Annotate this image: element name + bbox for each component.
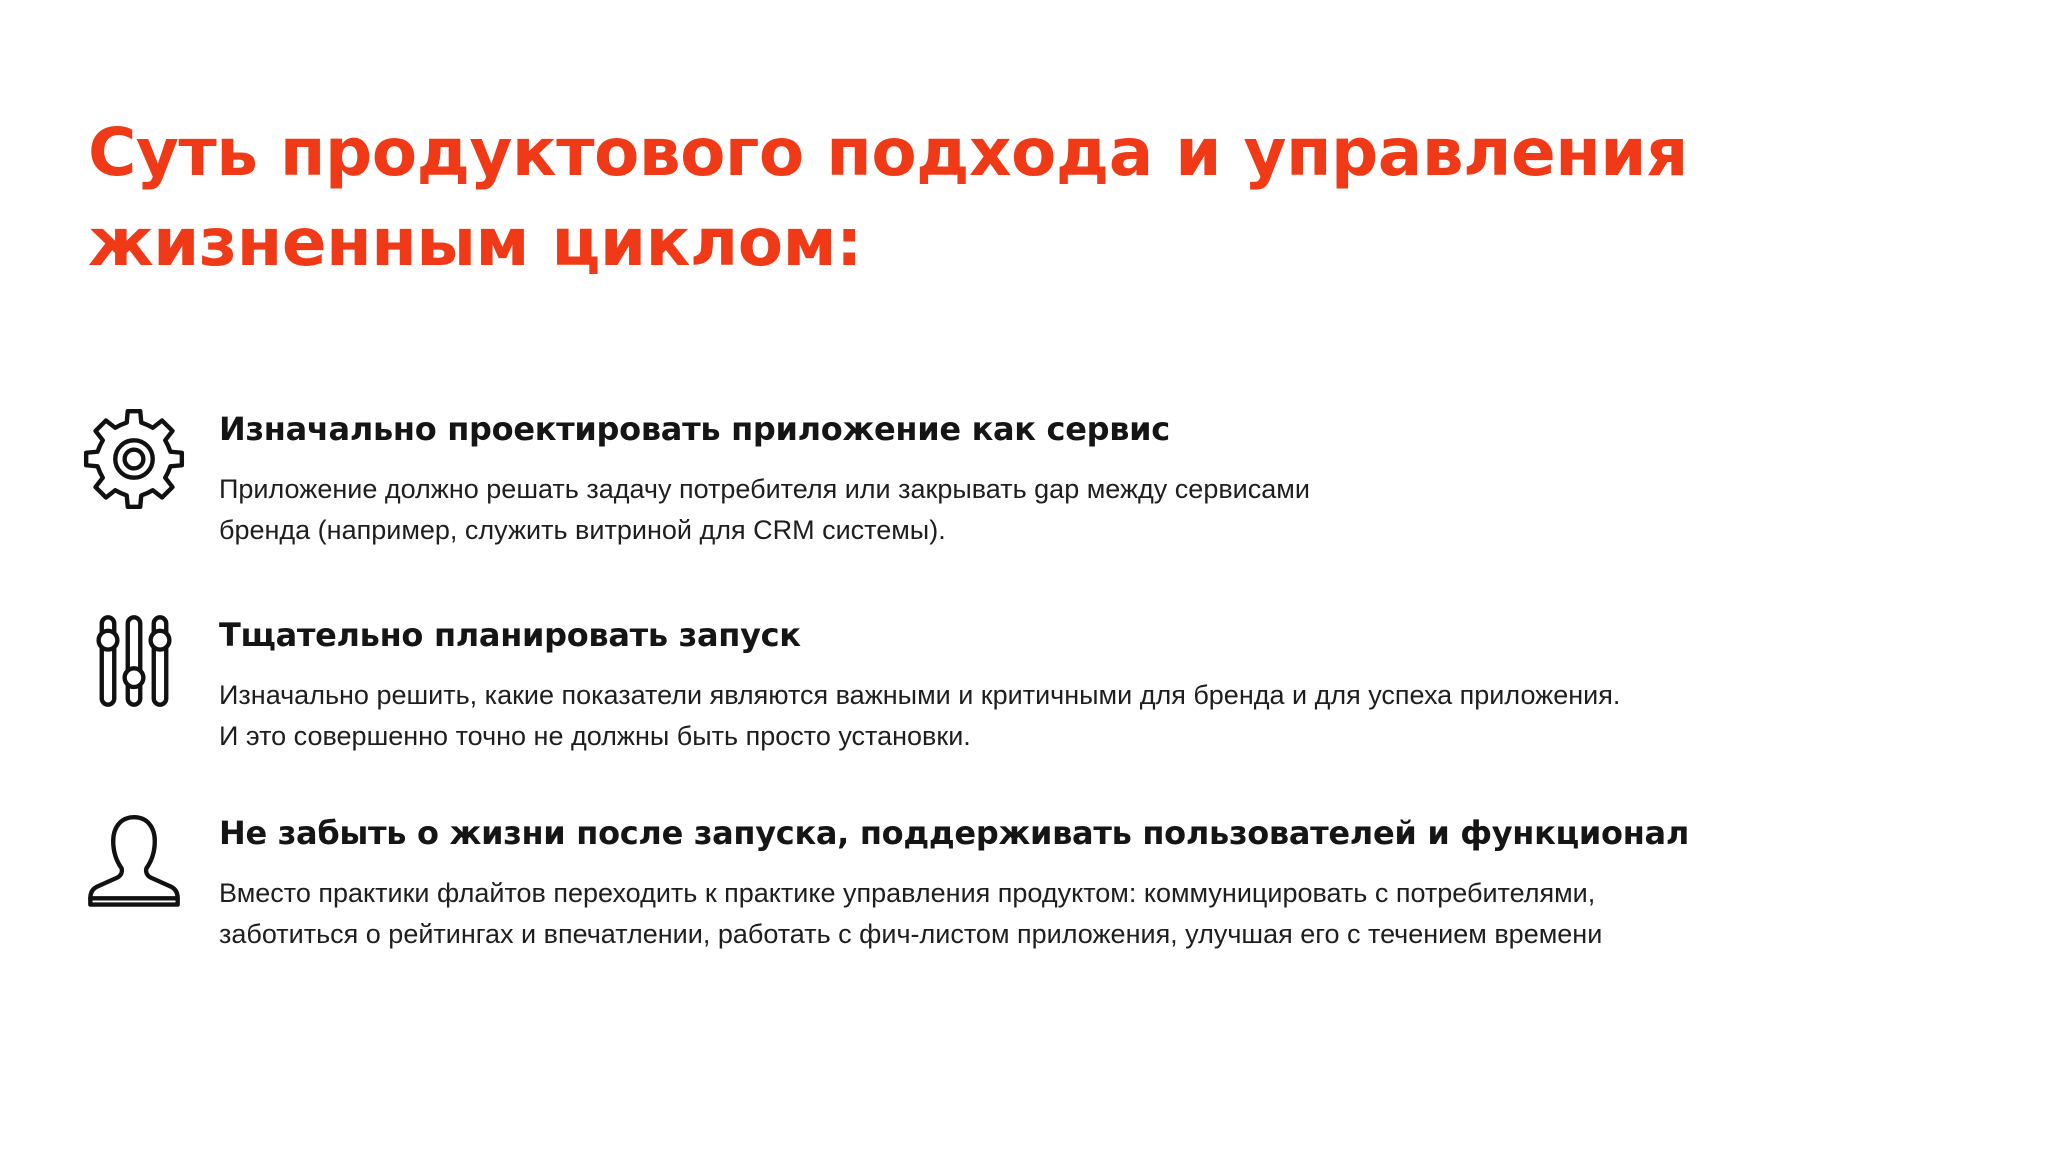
item-description-line: И это совершенно точно не должны быть просто установки. [219,721,971,751]
item-description-line: Вместо практики флайтов переходить к практике управления продуктом: коммуницировать с потребителями, [219,878,1596,908]
item-description [219,873,1602,955]
sliders-icon [82,609,186,713]
title-line-2: жизненным циклом: [88,204,862,281]
item-description-line: заботиться о рейтингах и впечатлении, работать с фич-листом приложения, улучшая его с течением времени [219,919,1603,949]
item-description-line: Изначально решить, какие показатели являются важными и критичными для бренда и для успеха приложения. [219,680,1621,710]
item-heading: Не забыть о жизни после запуска, поддерживать пользователей и функционал [219,814,1689,852]
item-description-line: Приложение должно решать задачу потребителя или закрывать gap между сервисами [219,474,1310,504]
item-description [219,675,1620,757]
item-description [219,469,1310,551]
title-line-1: Суть продуктового подхода и управления [88,114,1688,191]
item-heading: Изначально проектировать приложение как сервис [219,410,1170,448]
item-heading: Тщательно планировать запуск [219,616,801,654]
gear-icon [82,407,186,511]
item-description-line: бренда (например, служить витриной для CRM системы). [219,515,946,545]
user-icon [82,811,186,915]
page-title [88,108,1788,288]
